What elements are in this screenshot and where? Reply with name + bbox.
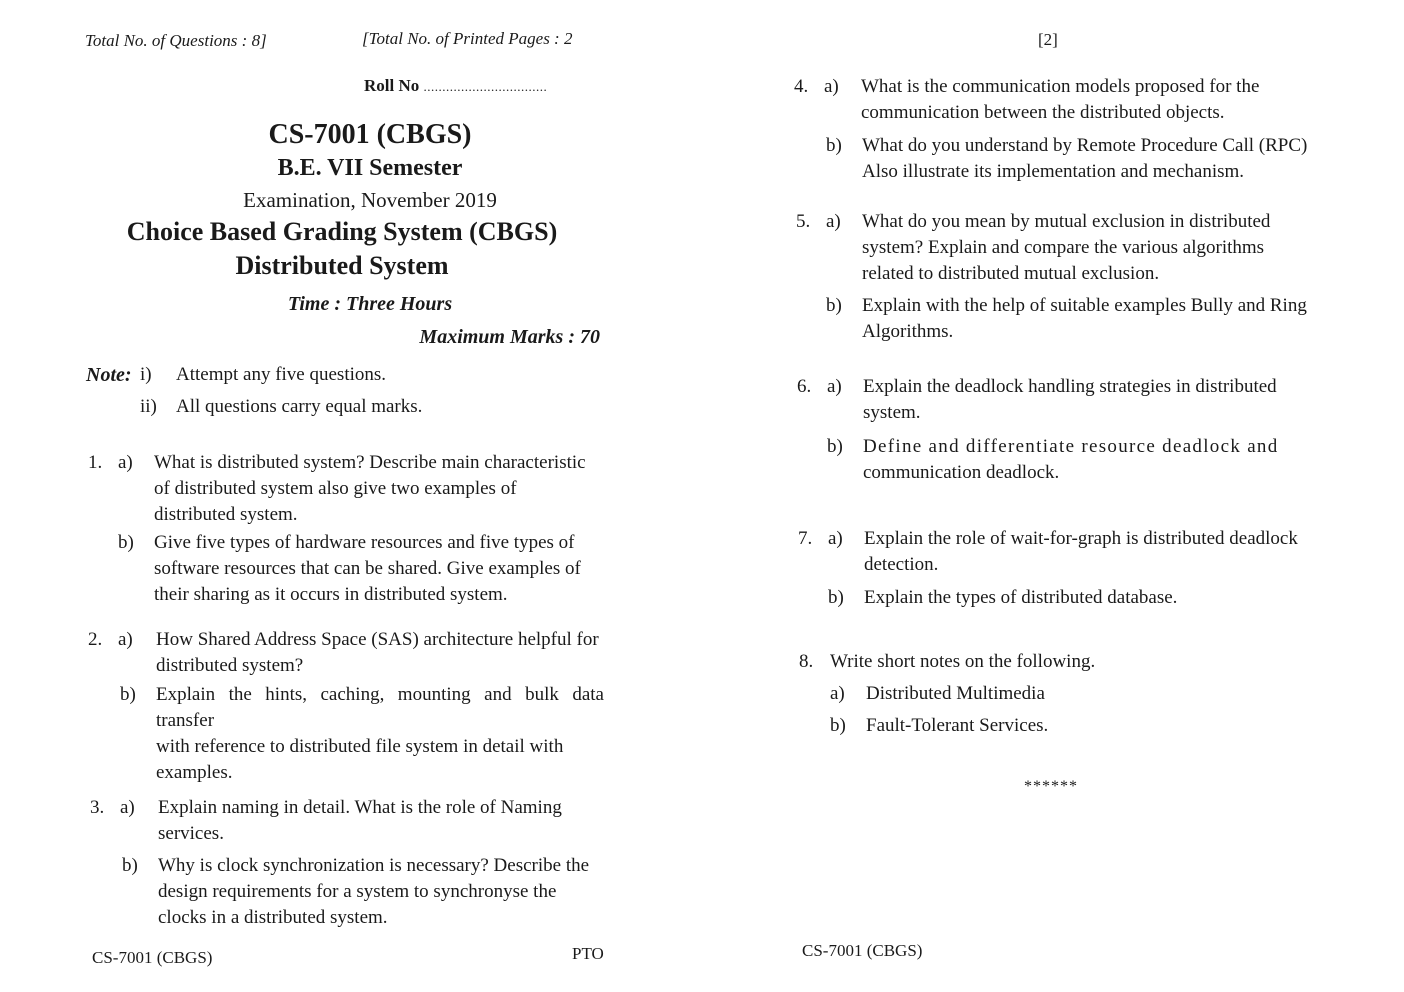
- text-line: Explain the role of wait-for-graph is distributed deadlock: [864, 528, 1298, 549]
- text-line: Explain naming in detail. What is the role of Naming: [158, 797, 562, 818]
- part-label: b): [120, 684, 136, 705]
- text-line: How Shared Address Space (SAS) architecture helpful for: [156, 629, 599, 650]
- roll-no: [364, 76, 547, 96]
- text-line: system? Explain and compare the various algorithms: [862, 237, 1265, 258]
- text-line: detection.: [864, 554, 939, 575]
- text-line: What is distributed system? Describe main characteristic: [154, 452, 586, 473]
- part-label: a): [824, 76, 839, 97]
- question-text: [863, 434, 1309, 486]
- part-label: b): [828, 587, 844, 608]
- text-line: Explain the types of distributed database.: [864, 587, 1178, 608]
- footer-code: CS-7001 (CBGS): [92, 948, 213, 967]
- question-text: [863, 374, 1309, 426]
- part-label: b): [826, 295, 842, 316]
- question-text: [156, 682, 604, 786]
- text-line: examples.: [156, 762, 233, 783]
- question-text: [154, 530, 602, 608]
- paper-code: CS-7001 (CBGS): [268, 119, 472, 150]
- semester: B.E. VII Semester: [277, 155, 463, 181]
- part-label: b): [830, 715, 846, 736]
- part-label: a): [827, 376, 842, 397]
- note-item-num: ii): [140, 396, 157, 417]
- text-line: Explain the hints, caching, mounting and bulk data transfer: [156, 684, 604, 731]
- max-marks: Maximum Marks : 70: [419, 326, 600, 348]
- note-item-text: Attempt any five questions.: [176, 364, 387, 385]
- question-text: [862, 209, 1308, 287]
- part-label: a): [826, 211, 841, 232]
- question-text: [158, 853, 606, 931]
- part-label: a): [830, 683, 845, 704]
- question-number: 7.: [798, 528, 813, 549]
- text-line: services.: [158, 823, 224, 844]
- part-label: b): [122, 855, 138, 876]
- part-label: b): [118, 532, 134, 553]
- exam-time: Time : Three Hours: [287, 293, 453, 315]
- text-line: communication between the distributed objects.: [861, 102, 1225, 123]
- question-text: [158, 795, 606, 847]
- text-line: software resources that can be shared. Give examples of: [154, 558, 581, 579]
- part-label: b): [826, 135, 842, 156]
- question-text: [862, 293, 1308, 345]
- footer-pto: PTO: [572, 944, 604, 963]
- text-line: What do you understand by Remote Procedure Call (RPC): [862, 135, 1308, 156]
- text-line: with reference to distributed file system in detail with: [156, 736, 564, 757]
- text-line: Define and differentiate resource deadlock and: [863, 436, 1279, 457]
- question-number: 1.: [88, 452, 103, 473]
- exam-date: Examination, November 2019: [243, 188, 497, 212]
- footer-code: CS-7001 (CBGS): [802, 941, 923, 960]
- question-text: Distributed Multimedia: [866, 683, 1045, 704]
- roll-no-field: .................................: [423, 79, 548, 94]
- note-item-text: All questions carry equal marks.: [176, 396, 423, 417]
- text-line: Explain the deadlock handling strategies in distributed: [863, 376, 1277, 397]
- question-text: [154, 450, 602, 528]
- question-text: [156, 627, 604, 679]
- part-label: a): [120, 797, 135, 818]
- text-line: their sharing as it occurs in distributed system.: [154, 584, 508, 605]
- text-line: What is the communication models proposed for the: [861, 76, 1260, 97]
- question-text: [864, 526, 1310, 578]
- question-text: [864, 585, 1310, 611]
- part-label: b): [827, 436, 843, 457]
- question-number: 2.: [88, 629, 103, 650]
- text-line: distributed system?: [156, 655, 304, 676]
- text-line: of distributed system also give two examples of: [154, 478, 517, 499]
- question-number: 3.: [90, 797, 105, 818]
- question-text: Fault-Tolerant Services.: [866, 715, 1049, 736]
- question-text: [861, 74, 1307, 126]
- text-line: Also illustrate its implementation and mechanism.: [862, 161, 1245, 182]
- part-label: a): [828, 528, 843, 549]
- question-number: 8.: [799, 651, 814, 672]
- roll-no-label: Roll No: [364, 76, 420, 95]
- part-label: a): [118, 452, 133, 473]
- text-line: Why is clock synchronization is necessary? Describe the: [158, 855, 590, 876]
- question-text: [862, 133, 1308, 185]
- note-label: Note:: [86, 364, 132, 386]
- question-number: 6.: [797, 376, 812, 397]
- note-item-num: i): [140, 364, 152, 385]
- part-label: a): [118, 629, 133, 650]
- text-line: system.: [863, 402, 921, 423]
- question-intro: Write short notes on the following.: [830, 651, 1096, 672]
- text-line: Explain with the help of suitable examples Bully and Ring: [862, 295, 1307, 316]
- total-questions: Total No. of Questions : 8]: [85, 31, 267, 50]
- text-line: Give five types of hardware resources and five types of: [154, 532, 575, 553]
- text-line: clocks in a distributed system.: [158, 907, 388, 928]
- subject-title: Distributed System: [235, 251, 449, 280]
- question-number: 4.: [794, 76, 809, 97]
- text-line: distributed system.: [154, 504, 298, 525]
- text-line: Algorithms.: [862, 321, 954, 342]
- text-line: related to distributed mutual exclusion.: [862, 263, 1160, 284]
- end-mark: ******: [1024, 778, 1078, 795]
- question-number: 5.: [796, 211, 811, 232]
- total-pages: [Total No. of Printed Pages : 2: [362, 29, 573, 48]
- text-line: design requirements for a system to synchronyse the: [158, 881, 557, 902]
- page-number: [2]: [1038, 30, 1058, 49]
- grading-scheme: Choice Based Grading System (CBGS): [126, 217, 558, 246]
- text-line: communication deadlock.: [863, 462, 1060, 483]
- text-line: What do you mean by mutual exclusion in distributed: [862, 211, 1271, 232]
